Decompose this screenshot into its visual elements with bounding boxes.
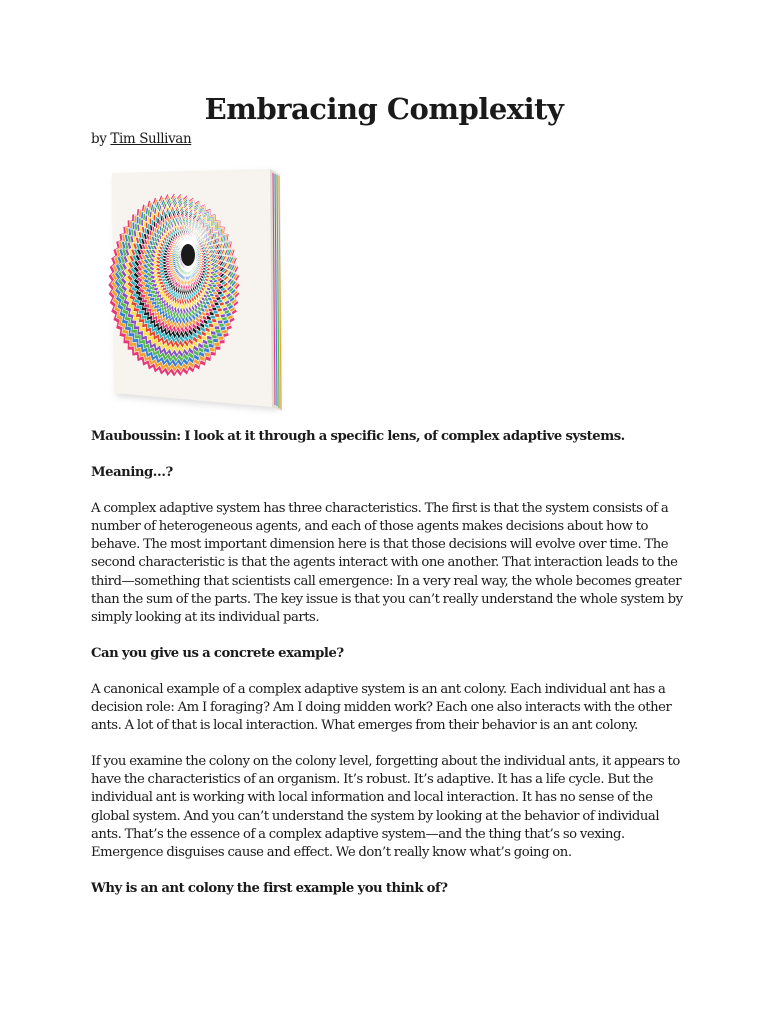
byline-prefix: by <box>91 131 107 147</box>
question-text: Why is an ant colony the first example you think of? <box>91 880 448 896</box>
artwork-image <box>100 165 285 415</box>
artwork-center <box>181 244 195 266</box>
question-text: Mauboussin: I look at it through a specific lens, of complex adaptive systems. <box>91 429 625 444</box>
byline <box>91 131 191 147</box>
question-text: Meaning…? <box>91 465 173 481</box>
layered-paper-artwork-icon <box>100 165 285 415</box>
answer-paragraph: A complex adaptive system has three characteristics. The first is that the system consists of a number of heterogeneous agents, and each of those agents makes decisions about how to behave. The most important dimension here is that those decisions will evolve over time. The second characteristic is that the agents interact with one another. That interaction leads to the third—something that scientists call emergence: In a very real way, the whole becomes greater than the sum of the parts. The key issue is that you can’t really understand the whole system by simply looking at its individual parts. <box>91 501 683 625</box>
article-title: Embracing Complexity <box>204 92 564 126</box>
question-text: Can you give us a concrete example? <box>91 645 344 661</box>
author-link[interactable]: Tim Sullivan <box>110 131 192 147</box>
article-body <box>91 428 691 916</box>
answer-paragraph: A canonical example of a complex adaptive system is an ant colony. Each individual ant has a decision role: Am I foraging? Am I doing midden work? Each one also interacts with the other ants. A lot of that is local interaction. What emerges from their behavior is an ant colony. <box>91 681 672 734</box>
answer-paragraph: If you examine the colony on the colony level, forgetting about the individual ants, it appears to have the characteristics of an organism. It’s robust. It’s adaptive. It has a life cycle. But the individual ant is working with local information and local interaction. It has no sense of the global system. And you can’t understand the system by looking at the behavior of individual ants. That’s the essence of a complex adaptive system—and the thing that’s so vexing. Emergence disguises cause and effect. We don’t really know what’s going on. <box>91 754 680 860</box>
